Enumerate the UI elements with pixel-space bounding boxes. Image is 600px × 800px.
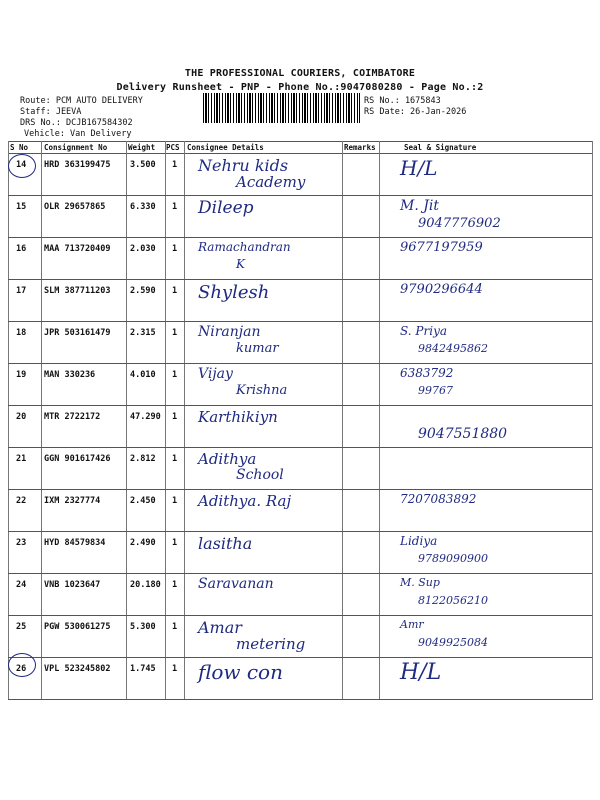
weight-value: 5.300	[130, 622, 156, 632]
signature-phone: 9047551880	[418, 426, 508, 442]
weight-value: 2.315	[130, 328, 156, 338]
signature: 9677197959	[400, 240, 483, 255]
row-sno: 14	[16, 160, 27, 170]
pcs-value: 1	[172, 496, 178, 506]
consignee-name: Shylesh	[198, 282, 270, 303]
row-sno: 22	[16, 496, 27, 506]
weight-value: 4.010	[130, 370, 156, 380]
pcs-value: 1	[172, 328, 178, 338]
consignee-name-line2: Krishna	[236, 383, 288, 398]
consignee-name-line2: metering	[236, 635, 306, 653]
consignment-number: HRD 363199475	[44, 160, 111, 170]
weight-value: 20.180	[130, 580, 161, 590]
pcs-value: 1	[172, 286, 178, 296]
runsheet-table	[8, 141, 592, 700]
consignee-name: Adithya. Raj	[198, 492, 292, 510]
row-sno: 15	[16, 202, 27, 212]
pcs-value: 1	[172, 160, 178, 170]
circle-mark-14	[8, 154, 36, 178]
rs-date: RS Date: 26-Jan-2026	[364, 107, 467, 117]
weight-value: 2.812	[130, 454, 156, 464]
pcs-value: 1	[172, 580, 178, 590]
pcs-value: 1	[172, 622, 178, 632]
consignee-name: Ramachandran	[198, 240, 291, 254]
signature: 7207083892	[400, 492, 477, 506]
signature-phone: 8122056210	[418, 594, 488, 607]
signature-phone: 9789090900	[418, 552, 488, 565]
consignee-name-line2: Academy	[236, 173, 306, 191]
col-pcs: PCS	[166, 143, 180, 152]
weight-value: 1.745	[130, 664, 156, 674]
consignee-name-line2: School	[236, 467, 284, 483]
consignment-number: SLM 387711203	[44, 286, 111, 296]
consignee-name: lasitha	[198, 534, 253, 553]
col-consignment: Consignment No	[44, 143, 108, 152]
route-label: Route: PCM AUTO DELIVERY	[20, 96, 143, 106]
barcode	[203, 93, 360, 123]
consignee-name-line2: kumar	[236, 341, 279, 356]
signature-phone: 99767	[418, 384, 453, 397]
consignment-number: GGN 901617426	[44, 454, 111, 464]
pcs-value: 1	[172, 538, 178, 548]
drs-number: DRS No.: DCJB167584302	[20, 118, 133, 128]
weight-value: 2.450	[130, 496, 156, 506]
weight-value: 3.500	[130, 160, 156, 170]
signature: M. Jit	[400, 198, 439, 214]
staff-label: Staff: JEEVA	[20, 107, 82, 117]
consignee-name: Niranjan	[198, 324, 261, 340]
circle-mark-26	[8, 653, 36, 677]
consignee-name: flow con	[198, 660, 283, 684]
consignee-name: Amar	[198, 618, 242, 637]
row-sno: 25	[16, 622, 27, 632]
consignee-name-line2: K	[236, 257, 245, 271]
row-sno: 26	[16, 664, 27, 674]
consignee-name: Saravanan	[198, 576, 274, 592]
weight-value: 2.590	[130, 286, 156, 296]
signature: M. Sup	[400, 576, 440, 589]
consignment-number: PGW 530061275	[44, 622, 111, 632]
signature: H/L	[400, 660, 442, 685]
row-sno: 20	[16, 412, 27, 422]
row-sno: 24	[16, 580, 27, 590]
signature: H/L	[400, 156, 438, 180]
consignee-name: Vijay	[198, 366, 233, 382]
consignment-number: MAN 330236	[44, 370, 96, 380]
row-sno: 19	[16, 370, 27, 380]
weight-value: 6.330	[130, 202, 156, 212]
pcs-value: 1	[172, 370, 178, 380]
consignee-name: Nehru kids	[198, 156, 289, 175]
consignment-number: HYD 84579834	[44, 538, 106, 548]
company-name: THE PROFESSIONAL COURIERS, COIMBATORE	[184, 68, 416, 79]
pcs-value: 1	[172, 412, 178, 422]
row-sno: 17	[16, 286, 27, 296]
pcs-value: 1	[172, 244, 178, 254]
row-sno: 21	[16, 454, 27, 464]
signature: 9790296644	[400, 282, 483, 297]
col-consignee: Consignee Details	[187, 143, 264, 152]
col-weight: Weight	[128, 143, 156, 152]
consignment-number: VPL 523245802	[44, 664, 111, 674]
consignee-name: Adithya	[198, 450, 257, 468]
consignment-number: OLR 29657865	[44, 202, 106, 212]
consignment-number: IXM 2327774	[44, 496, 101, 506]
col-seal-signature: Seal & Signature	[404, 143, 477, 152]
weight-value: 47.290	[130, 412, 161, 422]
consignment-number: MAA 713720409	[44, 244, 111, 254]
weight-value: 2.490	[130, 538, 156, 548]
signature-phone: 9842495862	[418, 342, 488, 355]
consignment-number: MTR 2722172	[44, 412, 101, 422]
row-sno: 18	[16, 328, 27, 338]
consignment-number: VNB 1023647	[44, 580, 101, 590]
runsheet-title: Delivery Runsheet - PNP - Phone No.:9047080280 - Page No.:2	[116, 82, 484, 93]
signature: Amr	[400, 618, 424, 631]
consignee-name: Karthikiyn	[198, 408, 278, 426]
vehicle-label: Vehicle: Van Delivery	[24, 129, 132, 139]
col-remarks: Remarks	[344, 143, 376, 152]
pcs-value: 1	[172, 454, 178, 464]
row-sno: 16	[16, 244, 27, 254]
consignment-number: JPR 503161479	[44, 328, 111, 338]
signature-phone: 9047776902	[418, 216, 501, 231]
weight-value: 2.030	[130, 244, 156, 254]
signature: 6383792	[400, 366, 454, 380]
col-sno: S No	[10, 143, 29, 152]
row-sno: 23	[16, 538, 27, 548]
pcs-value: 1	[172, 202, 178, 212]
signature-phone: 9049925084	[418, 636, 488, 649]
signature: S. Priya	[400, 324, 448, 338]
pcs-value: 1	[172, 664, 178, 674]
signature: Lidiya	[400, 534, 438, 548]
consignee-name: Dileep	[198, 198, 254, 218]
rs-number: RS No.: 1675843	[364, 96, 441, 106]
